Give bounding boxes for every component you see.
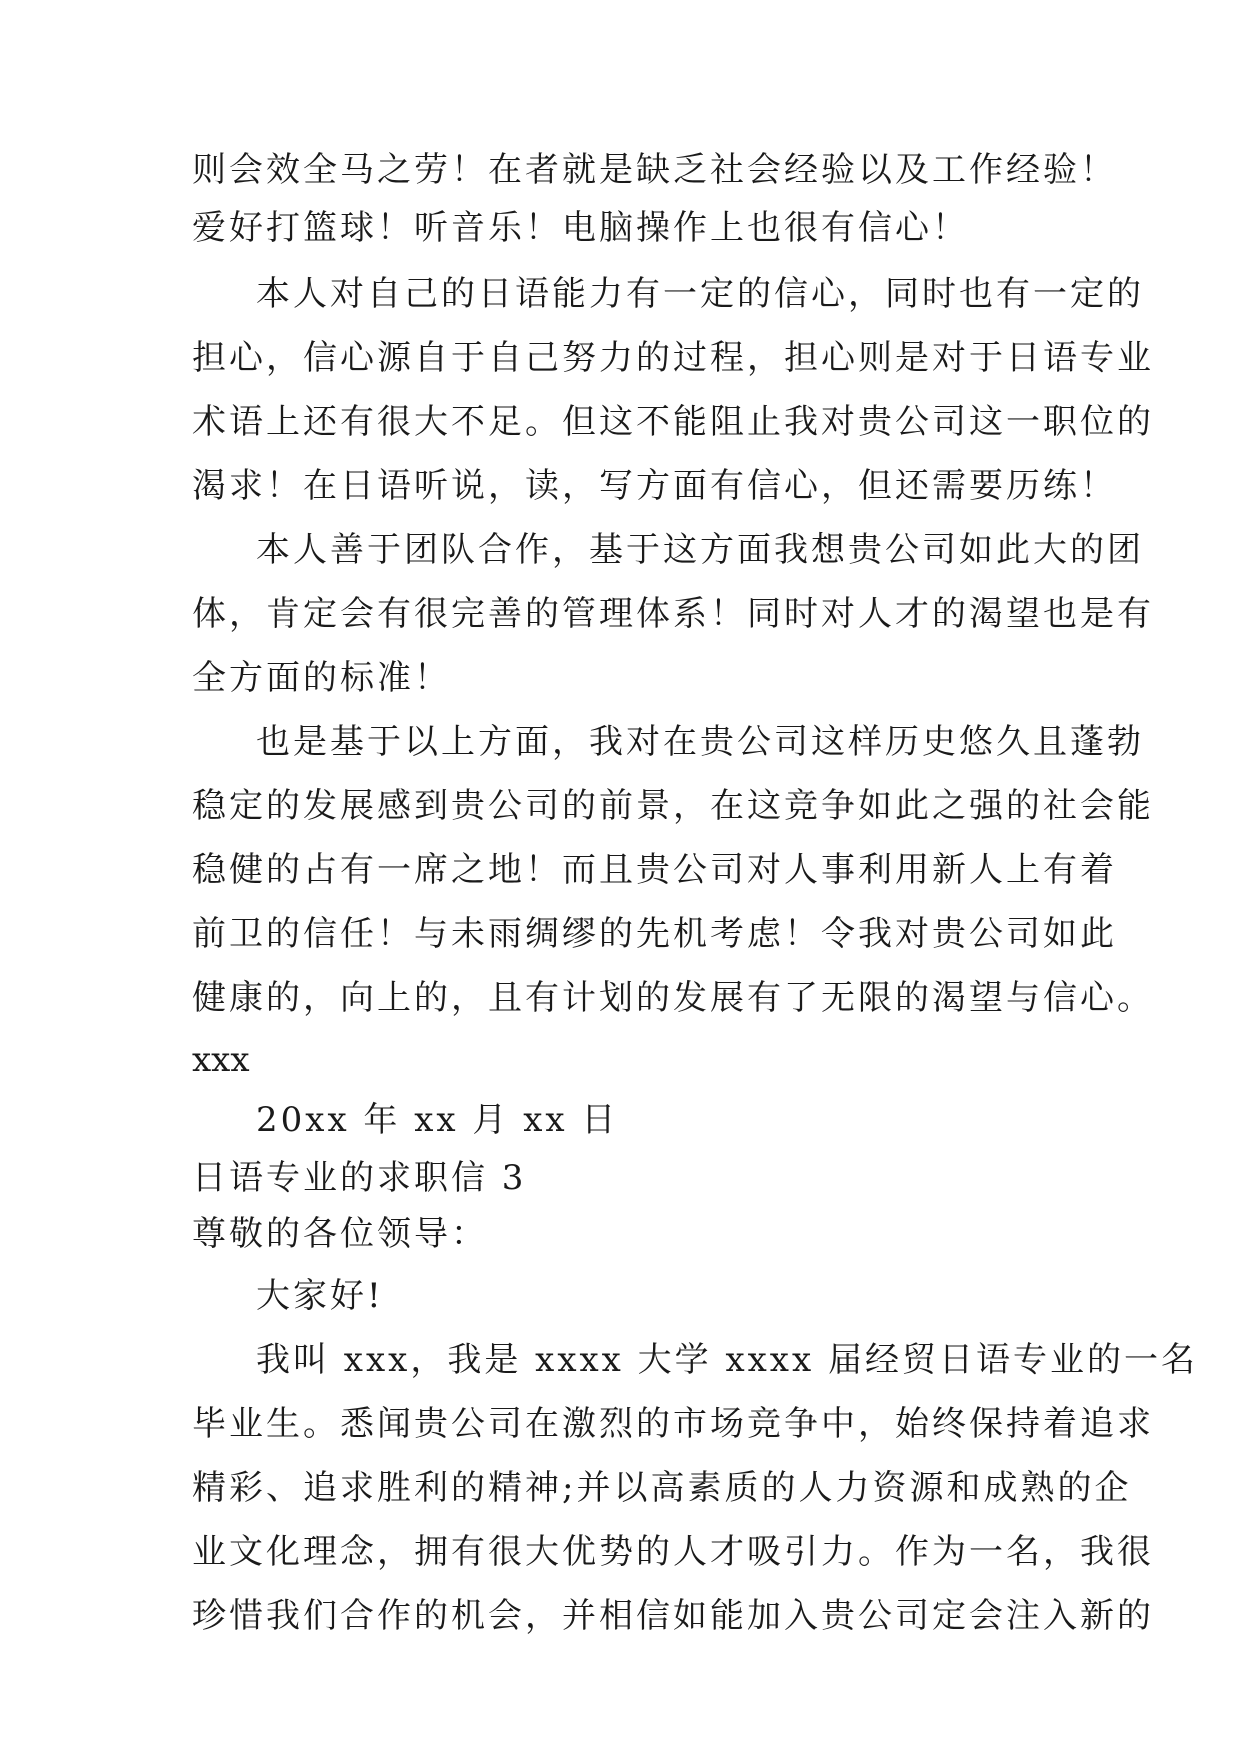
paragraph-line: 体，肯定会有很完善的管理体系！同时对人才的渴望也是有 [192,594,1154,634]
paragraph-line: 术语上还有很大不足。但这不能阻止我对贵公司这一职位的 [192,402,1154,442]
paragraph-line: 我叫 xxx，我是 xxxx 大学 xxxx 届经贸日语专业的一名 [256,1340,1198,1380]
section-heading: 日语专业的求职信 3 [192,1158,527,1198]
salutation: 尊敬的各位领导： [192,1214,488,1254]
paragraph-line: 本人善于团队合作，基于这方面我想贵公司如此大的团 [256,530,1144,570]
paragraph-line: 业文化理念，拥有很大优势的人才吸引力。作为一名，我很 [192,1532,1154,1572]
paragraph-line: 则会效全马之劳！在者就是缺乏社会经验以及工作经验！ [192,150,1117,190]
paragraph-line: 健康的，向上的，且有计划的发展有了无限的渴望与信心。 [192,978,1154,1018]
paragraph-line: 精彩、追求胜利的精神;并以高素质的人力资源和成熟的企 [192,1468,1132,1508]
paragraph-line: 毕业生。悉闻贵公司在激烈的市场竞争中，始终保持着追求 [192,1404,1154,1444]
paragraph-line: 本人对自己的日语能力有一定的信心，同时也有一定的 [256,274,1144,314]
signature-date: 20xx 年 xx 月 xx 日 [256,1100,619,1140]
paragraph-line: 渴求！在日语听说，读，写方面有信心，但还需要历练！ [192,466,1117,506]
paragraph-line: 前卫的信任！与未雨绸缪的先机考虑！令我对贵公司如此 [192,914,1117,954]
signature-name: xxx [192,1040,250,1080]
paragraph-line: 稳定的发展感到贵公司的前景，在这竞争如此之强的社会能 [192,786,1154,826]
paragraph-line: 全方面的标准！ [192,658,451,698]
greeting: 大家好! [256,1276,384,1316]
paragraph-line: 担心，信心源自于自己努力的过程，担心则是对于日语专业 [192,338,1154,378]
paragraph-line: 爱好打篮球！听音乐！电脑操作上也很有信心！ [192,208,969,248]
paragraph-line: 也是基于以上方面，我对在贵公司这样历史悠久且蓬勃 [256,722,1144,762]
paragraph-line: 珍惜我们合作的机会，并相信如能加入贵公司定会注入新的 [192,1596,1154,1636]
paragraph-line: 稳健的占有一席之地！而且贵公司对人事利用新人上有着 [192,850,1117,890]
